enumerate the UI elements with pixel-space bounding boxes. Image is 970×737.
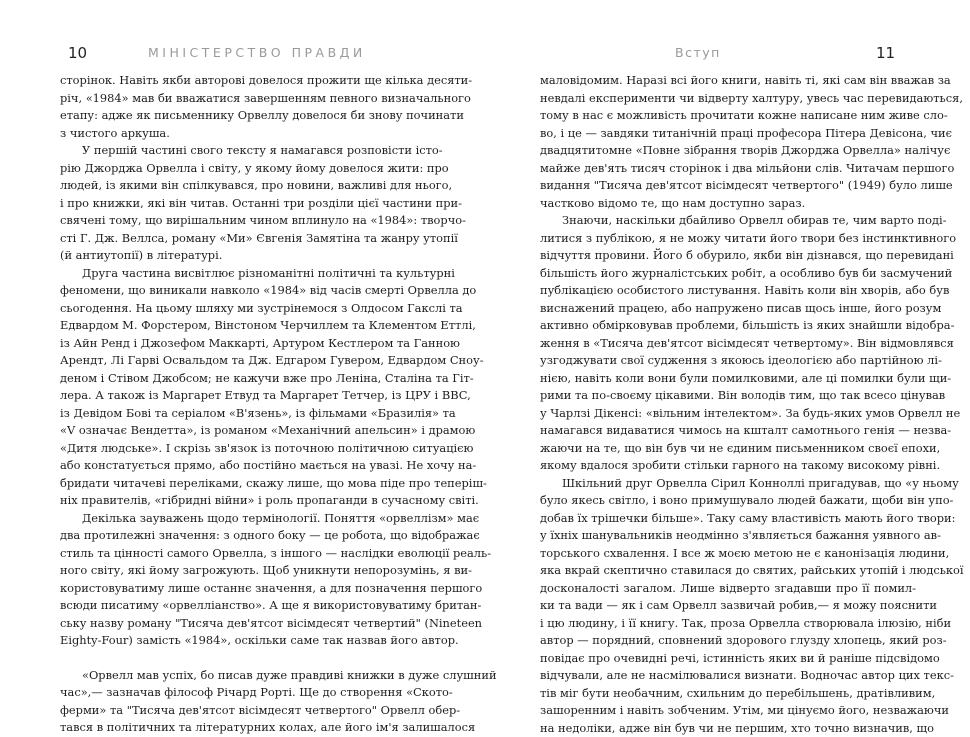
left-text-line: лера. А також із Маргарет Етвуд та Маргарет Тетчер, із ЦРУ і BBC,: [60, 387, 427, 405]
left-text-line: час»,— зазначав філософ Річард Рорті. Ще до створення «Ското-: [60, 684, 427, 702]
left-text-line: сті Г. Дж. Веллса, роману «Ми» Євгенія Замятіна та жанру утопії: [60, 230, 427, 248]
right-text-line: у їхніх шанувальників неодмінно з'являється бажання уявного ав-: [540, 527, 916, 545]
right-running-head: Вступ: [675, 45, 721, 60]
right-text-line: намагався видаватися чимось на кшталт самотнього генія — незва-: [540, 422, 916, 440]
right-text-line: відчуття провини. Його б обурило, якби він дізнався, що перевидані: [540, 247, 916, 265]
right-text-line: маловідомим. Наразі всі його книги, навіть ті, які сам він вважав за: [540, 72, 916, 90]
left-page: [0, 0, 485, 691]
right-page: [485, 0, 970, 691]
right-text-line: відчували, але не насмілювалися визнати. Водночас автор цих текс-: [540, 667, 916, 685]
left-text-line: Eighty-Four) замість «1984», оскільки саме так назвав його автор.: [60, 632, 427, 650]
left-text-line: (й антиутопії) в літературі.: [60, 247, 427, 265]
right-text-line: досконалості загалом. Лише відверто згадавши про її помил-: [540, 580, 916, 598]
left-text-line: тався в політичних та літературних колах, але його ім'я залишалося: [60, 719, 427, 737]
left-text-line: людей, із якими він спілкувався, про новини, важливі для нього,: [60, 177, 427, 195]
right-text-line: майже дев'ять тисяч сторінок і два мільйони слів. Читачам першого: [540, 160, 916, 178]
right-text-line: автор — порядний, сповнений здорового глузду хлопець, який роз-: [540, 632, 916, 650]
left-text-line: із Айн Ренд і Джозефом Маккарті, Артуром Кестлером та Ганною: [60, 335, 427, 353]
right-page-text: [540, 72, 916, 737]
right-text-line: яка вкрай скептично ставилася до святих, райських утопій і людської: [540, 562, 916, 580]
left-text-line: або констатується прямо, або постійно мається на увазі. Не хочу на-: [60, 457, 427, 475]
right-text-line: ження в «Тисяча дев'ятсот вісімдесят четвертому». Він відмовлявся: [540, 335, 916, 353]
right-text-line: торського схвалення. І все ж моєю метою не є канонізація людини,: [540, 545, 916, 563]
left-text-line: всюди писатиму «орвелліанство». А ще я використовуватиму британ-: [60, 597, 427, 615]
left-text-line: ферми» та "Тисяча дев'ятсот вісімдесят четвертого" Орвелл обер-: [60, 702, 427, 720]
left-text-line: феномени, що виникали навколо «1984» від часів смерті Орвелла до: [60, 282, 427, 300]
left-text-line: стиль та цінності самого Орвелла, з іншого — наслідки еволюції реаль-: [60, 545, 427, 563]
right-text-line: більшість його журналістських робіт, а особливо був би засмучений: [540, 265, 916, 283]
left-text-line: У першій частині свого тексту я намагався розповісти істо-: [60, 142, 427, 160]
right-text-line: повідає про очевидні речі, істинність яких ви й раніше підсвідомо: [540, 650, 916, 668]
left-text-line: «Орвелл мав успіх, бо писав дуже правдиві книжки в дуже слушний: [60, 667, 427, 685]
left-text-line: Друга частина висвітлює різноманітні політичні та культурні: [60, 265, 427, 283]
right-text-line: тів міг бути необачним, схильним до перебільшень, дратівливим,: [540, 685, 916, 703]
left-text-line: деном і Стівом Джобсом; не кажучи вже про Леніна, Сталіна та Гіт-: [60, 370, 427, 388]
left-text-line: два протилежні значення: з одного боку — це робота, що відображає: [60, 527, 427, 545]
left-text-line: ську назву роману "Тисяча дев'ятсот вісімдесят четвертий" (Nineteen: [60, 615, 427, 633]
left-text-line: Едвардом М. Форстером, Вінстоном Черчиллем та Клементом Еттлі,: [60, 317, 427, 335]
right-text-line: тому в нас є можливість прочитати кожне написане ним живе сло-: [540, 107, 916, 125]
left-text-line: ного світу, які йому загрожують. Щоб уникнути непорозумінь, я ви-: [60, 562, 427, 580]
left-text-line: бридати читачеві переліками, скажу лише, що мова піде про теперіш-: [60, 475, 427, 493]
right-text-line: виснажений працею, або напружено писав щось інше, його розум: [540, 300, 916, 318]
right-text-line: невдалі експерименти чи відверту халтуру, увесь час перевидаються,: [540, 90, 916, 108]
left-running-head: МІНІСТЕРСТВО ПРАВДИ: [148, 45, 366, 60]
left-page-text: [60, 72, 427, 737]
right-text-line: якому вдалося зробити стільки гарного на такому високому рівні.: [540, 457, 916, 475]
left-text-line: ніх правителів, «гібридні війни» і роль пропаганди в сучасному світі.: [60, 492, 427, 510]
left-text-line: свячені тому, що вирішальним чином вплинуло на «1984»: творчо-: [60, 212, 427, 230]
left-text-line: річ, «1984» мав би вважатися завершенням певного визначального: [60, 90, 427, 108]
paragraph-gap: [60, 650, 427, 667]
left-text-line: користовуватиму лише останнє значення, а для позначення першого: [60, 580, 427, 598]
left-text-line: етапу: адже як письменнику Орвеллу довелося би знову починати: [60, 107, 427, 125]
right-text-line: зашоренним і навіть зобченим. Утім, ми цінуємо його, незважаючи: [540, 702, 916, 720]
left-text-line: із Девідом Бові та серіалом «В'язень», із фільмами «Бразилія» та: [60, 405, 427, 423]
right-text-line: у Чарлзі Дікенсі: «вільним інтелектом». За будь-яких умов Орвелл не: [540, 405, 916, 423]
right-text-line: добав їх трішечки більше». Таку саму властивість мають його твори:: [540, 510, 916, 528]
left-text-line: «V означає Вендетта», із романом «Механічний апельсин» і драмою: [60, 422, 427, 440]
right-text-line: узгоджувати свої судження з якоюсь ідеологією або партійною лі-: [540, 352, 916, 370]
left-text-line: сторінок. Навіть якби авторові довелося прожити ще кілька десяти-: [60, 72, 427, 90]
left-text-line: Арендт, Лі Гарві Освальдом та Дж. Едгаром Гувером, Едвардом Сноу-: [60, 352, 427, 370]
right-text-line: во, і це — завдяки титанічній праці професора Пітера Девісона, чиє: [540, 125, 916, 143]
right-text-line: рими та по-своєму цікавими. Він володів тим, що так всесо цінував: [540, 387, 916, 405]
right-page-number: 11: [876, 44, 895, 62]
right-text-line: на недоліки, адже він був чи не першим, хто точно визначив, що: [540, 720, 916, 737]
right-text-line: частково відомо те, що нам доступно зараз.: [540, 195, 916, 213]
right-text-line: було якесь світло, і воно примушувало людей бажати, щоби він упо-: [540, 492, 916, 510]
right-text-line: ки та вади — як і сам Орвелл зазвичай робив,— я можу пояснити: [540, 597, 916, 615]
right-text-line: двадцятитомне «Повне зібрання творів Джорджа Орвелла» налічує: [540, 142, 916, 160]
right-text-line: публікацією особистого листування. Навіть коли він хворів, або був: [540, 282, 916, 300]
left-text-line: сьогодення. На цьому шляху ми зустрінемося з Олдосом Гакслі та: [60, 300, 427, 318]
left-text-line: Декілька зауважень щодо термінології. Поняття «орвеллізм» має: [60, 510, 427, 528]
right-text-line: Знаючи, наскільки дбайливо Орвелл обирав те, чим варто поді-: [540, 212, 916, 230]
right-text-line: нією, навіть коли вони були помилковими, але ці помилки були щи-: [540, 370, 916, 388]
right-text-line: активно обмірковував проблеми, більшість із яких знайшли відобра-: [540, 317, 916, 335]
right-text-line: Шкільний друг Орвелла Сірил Конноллі пригадував, що «у ньому: [540, 475, 916, 493]
right-text-line: жаючи на те, що він був чи не єдиним письменником своєї епохи,: [540, 440, 916, 458]
left-text-line: з чистого аркуша.: [60, 125, 427, 143]
left-text-line: рію Джорджа Орвелла і світу, у якому йому довелося жити: про: [60, 160, 427, 178]
right-text-line: видання "Тисяча дев'ятсот вісімдесят четвертого" (1949) було лише: [540, 177, 916, 195]
right-text-line: литися з публікою, я не можу читати його твори без інстинктивного: [540, 230, 916, 248]
right-text-line: і цю людину, і її книгу. Так, проза Орвелла створювала ілюзію, ніби: [540, 615, 916, 633]
left-text-line: «Дитя людське». І скрізь зв'язок із поточною політичною ситуацією: [60, 440, 427, 458]
left-page-number: 10: [68, 44, 87, 62]
left-text-line: і про книжки, які він читав. Останні три розділи цієї частини при-: [60, 195, 427, 213]
